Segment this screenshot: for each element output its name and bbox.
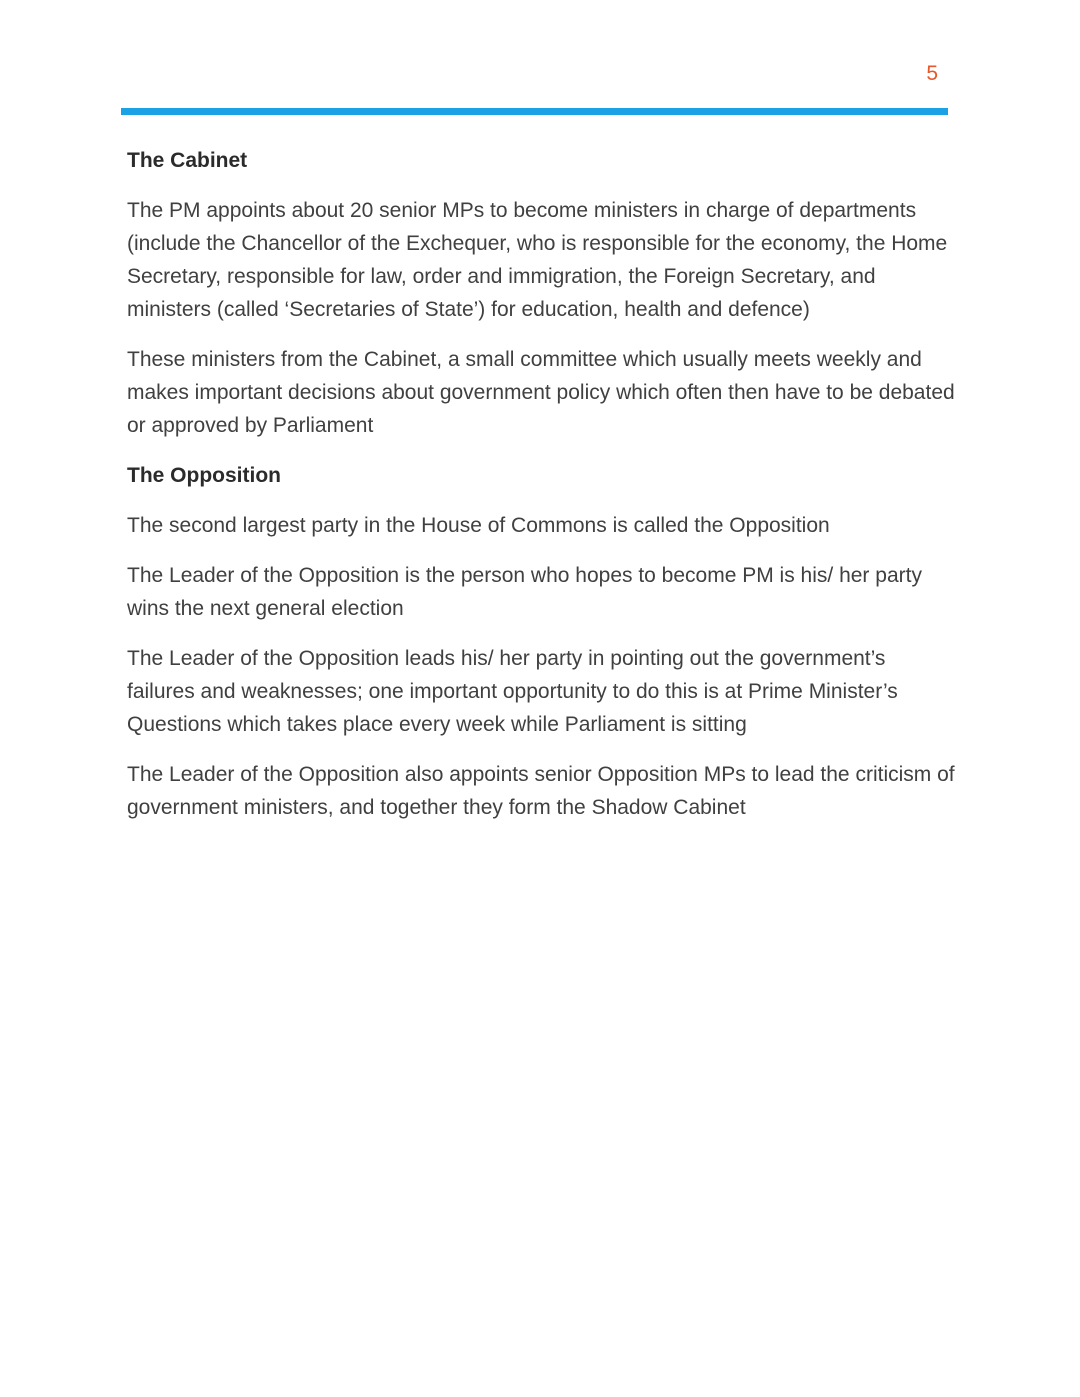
document-body bbox=[127, 144, 957, 841]
opposition-paragraph-4: The Leader of the Opposition also appoints senior Opposition MPs to lead the criticism of government ministers, and together they form the Shadow Cabinet bbox=[127, 763, 955, 819]
page-number: 5 bbox=[926, 62, 938, 85]
opposition-paragraph-1: The second largest party in the House of Commons is called the Opposition bbox=[127, 514, 830, 537]
cabinet-paragraph-2: These ministers from the Cabinet, a small committee which usually meets weekly and makes important decisions about government policy which often then have to be debated or approved by Parliament bbox=[127, 348, 955, 437]
cabinet-paragraph-1: The PM appoints about 20 senior MPs to become ministers in charge of departments (include the Chancellor of the Exchequer, who is responsible for the economy, the Home Secretary, responsible for law, order and immigration, the Foreign Secretary, and ministers (called ‘Secretaries of State’) for education, health and defence) bbox=[127, 199, 948, 321]
header-divider bbox=[121, 108, 948, 115]
opposition-paragraph-3: The Leader of the Opposition leads his/ her party in pointing out the government’s failures and weaknesses; one important opportunity to do this is at Prime Minister’s Questions which takes place every week while Parliament is sitting bbox=[127, 647, 898, 736]
section-heading-cabinet: The Cabinet bbox=[127, 149, 248, 172]
opposition-paragraph-2: The Leader of the Opposition is the person who hopes to become PM is his/ her party wins the next general election bbox=[127, 564, 922, 620]
section-heading-opposition: The Opposition bbox=[127, 464, 281, 487]
